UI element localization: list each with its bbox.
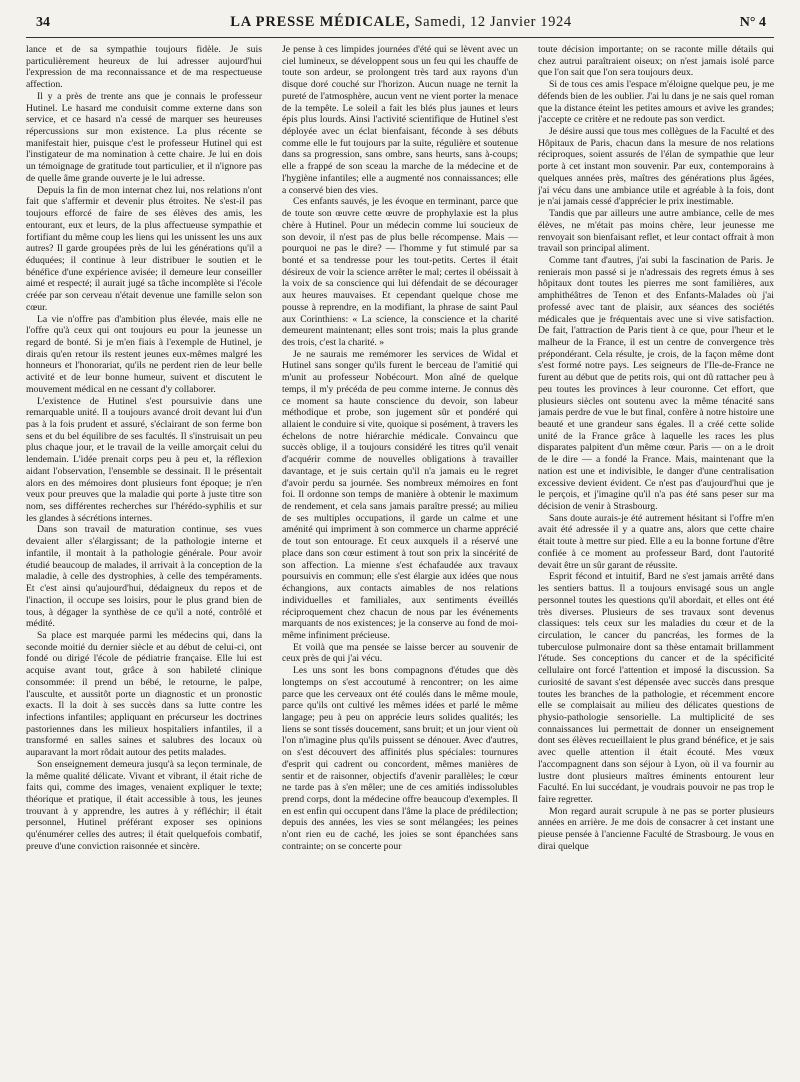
- text-column-2: [282, 44, 518, 1074]
- article-body: [26, 44, 774, 1074]
- paragraph: Tandis que par ailleurs une autre ambiance, celle de mes élèves, ne m'était pas moins chère, leur jeunesse me renvoyait son bienfaisant reflet, et leur contact offrait à mon travail son principal aliment.: [538, 208, 774, 255]
- paragraph: Il y a près de trente ans que je connais le professeur Hutinel. Le hasard me conduisit comme externe dans son service, et ce hasard n'a cessé de marquer ses heureuses répercussions sur mon existence. La plus récente se manifestait hier, puisque c'est le professeur Hutinel qui est l'instigateur de ma nomination à cette chaire. Je lui en dois un témoignage de gratitude tout particulier, et il n'ignore pas de quelle âme grande ouverte je le lui adresse.: [26, 90, 262, 184]
- paragraph: Sa place est marquée parmi les médecins qui, dans la seconde moitié du dernier siècle et au début de celui-ci, ont fondé ou dirigé l'école de pédiatrie française. Elle lui est acquise avant tout, grâce à son habileté clinique consommée: il prend un bébé, le retourne, le palpe, l'ausculte, et aussitôt porte un diagnostic et un pronostic exacts. Il la doit à ses succès dans sa lutte contre les infections infantiles; appliquant en précurseur les doctrines pastoriennes dans les milieux hospitaliers infantiles, il a transformé en salles saines et salubres des locaux où auparavant la mort rôdait autour des petits malades.: [26, 629, 262, 759]
- paragraph: Les uns sont les bons compagnons d'études que dès longtemps on s'est accoutumé à rencontrer; on les aime parce que les cerveaux ont été coulés dans le même moule, parce qu'ils ont cultivé les mêmes idées et parlé le même langage; peu à peu on apprécie leurs solides qualités; les liens se sont tissés doucement, sans bruit; et un jour vient où l'on n'imagine plus qu'ils puissent se dénouer. Avec d'autres, on s'est découvert des affinités plus spéciales: tournures d'esprit qui cadrent ou concordent, mêmes manières de sentir et de raisonner, objectifs d'avenir parallèles; le cœur ne tarde pas à s'en mêler; une de ces amitiés indissolubles prend corps, dont la médecine offre beaucoup d'exemples. Il en est enfin qui occupent dans l'âme la place de prédilection; depuis des années, les vies se sont mélangées; les peines n'ont rien eu de caché, les joies se sont épanchées sans contrainte; on se concerte pour: [282, 665, 518, 852]
- paragraph: Je ne saurais me remémorer les services de Widal et Hutinel sans songer qu'ils furent le berceau de l'amitié qui m'unit au professeur Nobécourt. Mon aîné de quelque temps, il m'y précéda de peu comme interne. Je connus dès ce moment sa haute conscience du devoir, son labeur méthodique et probe, son jugement sûr et pondéré qui allaient le conduire si vite, quoique si posément, à travers les échelons de notre hiérarchie médicale. Convaincu que succès oblige, il a toujours considéré les titres qu'il venait d'acquérir comme de nouvelles obligations à travailler davantage, et je suis certain qu'il n'a jamais eu le regret d'avoir perdu sa journée. Ses nombreux mémoires en font foi. Il ordonne son temps de manière à obtenir le maximum de rendement, et cela sans jamais paraître pressé; au milieu de ses multiples occupations, il garde un calme et une aménité qui impriment à son commerce un charme apprécié de tout son entourage. Et ceux auxquels il a réservé une place dans son cœur estiment à tout son prix la sincérité de son affection. La mienne s'est échafaudée aux travaux poursuivis en commun; elle s'est élargie aux idées que nous échangions, aux contacts aimables de nos relations individuelles et familiales, aux sentiments éveillés réciproquement chez chacun de nous par les événements marquants de nos existences; je la conserve au fond de moi-même infiniment précieuse.: [282, 348, 518, 641]
- paragraph: Son enseignement demeura jusqu'à sa leçon terminale, de la même qualité délicate. Vivant et vibrant, il était riche de faits qui, comme des images, venaient expliquer le texte; théorique et pratique, il était accessible à tous, les jeunes trouvant à y apprendre, les autres à y réfléchir; il était personnel, Hutinel préférant exposer ses opinions qu'énumérer celles des autres; il était quelquefois combatif, preuve d'une conviction raisonnée et sincère.: [26, 758, 262, 852]
- page-header: [26, 14, 774, 38]
- paragraph: Dans son travail de maturation continue, ses vues devaient aller s'élargissant; de la pathologie interne et infantile, il montait à la pathologie générale. Pour avoir étudié beaucoup de malades, il arrivait à la conception de la maladie, à celle des dystrophies, à celle des tempéraments. Et c'est ainsi qu'aujourd'hui, dédaigneux du repos et de l'inaction, il occupe ses loisirs, pour le plus grand bien de tous, à dégager la synthèse de ce qu'il a noté, contrôlé et médité.: [26, 524, 262, 630]
- paragraph: Comme tant d'autres, j'ai subi la fascination de Paris. Je renierais mon passé si je n'adressais des regrets émus à ses hôpitaux dont toutes les pierres me sont familières, aux amphithéâtres de Tenon et des Enfants-Malades où j'ai professé avec tant de plaisir, aux séances des sociétés médicales que je fréquentais avec une si vive satisfaction. De fait, l'attraction de Paris tient à ce que, pour l'heur et le malheur de la France, il est un centre de convergence très prépondérant. Cela résulte, je crois, de la façon même dont s'est formé notre pays. Les seigneurs de l'Ile-de-France ne furent au début que de petits rois, qui ont dû rattacher peu à peu toutes les provinces à leur couronne. Cet effort, que plusieurs siècles ont soutenu avec la même ténacité sans jamais perdre de vue le but final, confère à notre histoire une beauté et une grandeur sans égales. Il a créé cette solide unité de la France grâce à laquelle les races les plus disparates palpitent d'un même cœur. Paris — on a le droit de le dire — a fondé la France. Mais, maintenant que la nation est une et indivisible, le danger d'une centralisation excessive devient évident. Ce n'est pas d'aujourd'hui que je le perçois, et j'imagine qu'il n'a pas été sans peser sur ma décision de venir à Strasbourg.: [538, 254, 774, 513]
- paragraph: toute décision importante; on se raconte mille détails qui chez autrui paraîtraient oiseux; on n'est jamais isolé parce que l'on sait que l'on sera toujours deux.: [538, 44, 774, 79]
- paragraph: L'existence de Hutinel s'est poursuivie dans une remarquable unité. Il a toujours avancé droit devant lui d'un pas à la fois prudent et assuré, s'éclairant de son ferme bon sens et du bel équilibre de ses facultés. Il s'instruisait un peu plus chaque jour, et le travail de la veille amorçait celui du lendemain. L'idée prenait corps peu à peu et, la réflexion aidant l'observation, l'ensemble se dessinait. Il le présentait alors en des mémoires dont plusieurs font époque; je n'en veux pour preuves que la maladie qui porte à juste titre son nom, ses différentes recherches sur l'hérédo-syphilis et sur les glandes à sécrétions internes.: [26, 395, 262, 524]
- journal-masthead: [230, 14, 571, 31]
- text-column-3: [538, 44, 774, 1074]
- paragraph: Et voilà que ma pensée se laisse bercer au souvenir de ceux près de qui j'ai vécu.: [282, 641, 518, 665]
- text-column-1: [26, 44, 262, 1074]
- paragraph: Je désire aussi que tous mes collègues de la Faculté et des Hôpitaux de Paris, chacun dans la mesure de nos relations réciproques, soient assurés de l'élan de sympathie que leur porte à cet instant mon souvenir. Par eux, contemporains à quelques années près, maîtres des générations plus âgées, j'ai vécu dans une ambiance utile et agréable à la fois, dont je n'ai jamais cessé d'apprécier le prix inestimable.: [538, 126, 774, 208]
- paragraph: Sans doute aurais-je été autrement hésitant si l'offre m'en avait été adressée il y a quatre ans, alors que cette chaire était toute à mettre sur pied. Elle a eu la bonne fortune d'être confiée à ce moment au professeur Bard, dont l'autorité devait être un sûr garant de réussite.: [538, 512, 774, 571]
- paragraph: Je pense à ces limpides journées d'été qui se lèvent avec un ciel lumineux, se développent sous un feu qui les chauffe de toute son ardeur, se prolongent très tard aux rayons d'un disque doré couché sur l'horizon. Aucun nuage ne ternit la pureté de l'atmosphère, aucun vent ne vient porter la menace de la tempête. Le soleil a fait les blés plus jaunes et leurs épis plus lourds. Ainsi l'activité scientifique de Hutinel s'est déployée avec un éclat bienfaisant, féconde à ses débuts comme elle le fut toujours par la suite, régulière et soutenue dans sa progression, sans ombre, sans heurts, sans à-coups; elle a frappé de son sceau la marche de la médecine et de l'hygiène infantiles; elle a augmenté nos connaissances; elle a conservé bien des vies.: [282, 44, 518, 196]
- issue-date: Samedi, 12 Janvier 1924: [414, 14, 572, 30]
- paragraph: Si de tous ces amis l'espace m'éloigne quelque peu, je me défends bien de les oublier. J'ai lu dans je ne sais quel roman que la distance éteint les petites amours et avive les grandes; j'accepte ce critère et ne redoute pas son verdict.: [538, 79, 774, 126]
- paragraph: Esprit fécond et intuitif, Bard ne s'est jamais arrêté dans les sentiers battus. Il a toujours envisagé sous un angle personnel toutes les questions qu'il abordait, et elles ont été très diverses. Plusieurs de ses travaux sont devenus classiques: tels ceux sur les maladies du cœur et de la circulation, le cancer du pancréas, les formes de la tuberculose pulmonaire dont sa thèse entamait brillamment l'étude. Ses conceptions du cancer et de la spécificité cellulaire ont forcé l'attention et imposé la discussion. Sa curiosité de savant s'est dépensée avec succès dans presque toutes les branches de la pathologie, et récemment encore elle se complaisait au milieu des délicates questions de physio-pathologie sensorielle. La multiplicité de ses connaissances lui permettait de donner un enseignement dont ses élèves recueillaient le plus grand bénéfice, et je sais avec quelle attention il était écouté. Mes vœux l'accompagnent dans son séjour à Lyon, où il va fournir au lustre dont plusieurs maîtres éminents entourent leur Faculté. En lui succédant, je voudrais pouvoir ne pas trop le faire regretter.: [538, 571, 774, 805]
- paragraph: Mon regard aurait scrupule à ne pas se porter plusieurs années en arrière. Je me dois de consacrer à cet instant une pieuse pensée à l'ancienne Faculté de Strasbourg. Je vous en dirai quelque: [538, 805, 774, 852]
- paragraph: La vie n'offre pas d'ambition plus élevée, mais elle ne l'offre qu'à ceux qui ont toujours eu pour la jeunesse un regard de bonté. Si je m'en fiais à l'exemple de Hutinel, je dirais qu'en retour ils restent jeunes eux-mêmes malgré les honneurs et l'honorariat, qu'ils ne perdent rien de leur belle activité et de leur bonne humeur, suivent et discutent le mouvement médical en ne cessant d'y collaborer.: [26, 313, 262, 395]
- issue-number: N° 4: [739, 15, 766, 30]
- page-number: 34: [36, 15, 50, 30]
- paragraph: lance et de sa sympathie toujours fidèle. Je suis particulièrement heureux de lui adresser aujourd'hui l'expression de ma reconnaissance et de ma respectueuse affection.: [26, 44, 262, 91]
- journal-title: LA PRESSE MÉDICALE,: [230, 14, 411, 30]
- paragraph: Depuis la fin de mon internat chez lui, nos relations n'ont fait que s'affermir et devenir plus étroites. Ne s'est-il pas toujours efforcé de faire de ses élèves des amis, les entourant, eux et leurs, de la plus affectueuse sympathie et fortifiant du même coup les liens qui les unissent les uns aux autres? Il garde groupées près de lui les générations qu'il a éduquées; il continue à leur distribuer le soutien et le bénéfice d'une expérience avisée; il demeure leur conseiller aimé et respecté; il aurait jugé sa tâche incomplète si l'école créée par son cerveau n'était devenue une famille selon son cœur.: [26, 184, 262, 313]
- paragraph: Ces enfants sauvés, je les évoque en terminant, parce que de toute son œuvre cette œuvre de prophylaxie est la plus chère à Hutinel. Pour un médecin comme lui soucieux de son devoir, il n'est pas de plus belle récompense. Mais — pourquoi ne pas le dire? — l'homme y fut stimulé par sa bonté et sa tendresse pour les tout-petits. Certes il était désireux de voir la science arrêter le mal; certes il obéissait à la voix de sa conscience qui lui défendait de se décourager aux heures mauvaises. Et cependant quelque chose me pousse à reprendre, en la modifiant, la phrase de saint Paul aux Corinthiens: « La science, la conscience et la charité demeurent maintenant; elles sont trois; mais la plus grande des trois, c'est la charité. »: [282, 196, 518, 348]
